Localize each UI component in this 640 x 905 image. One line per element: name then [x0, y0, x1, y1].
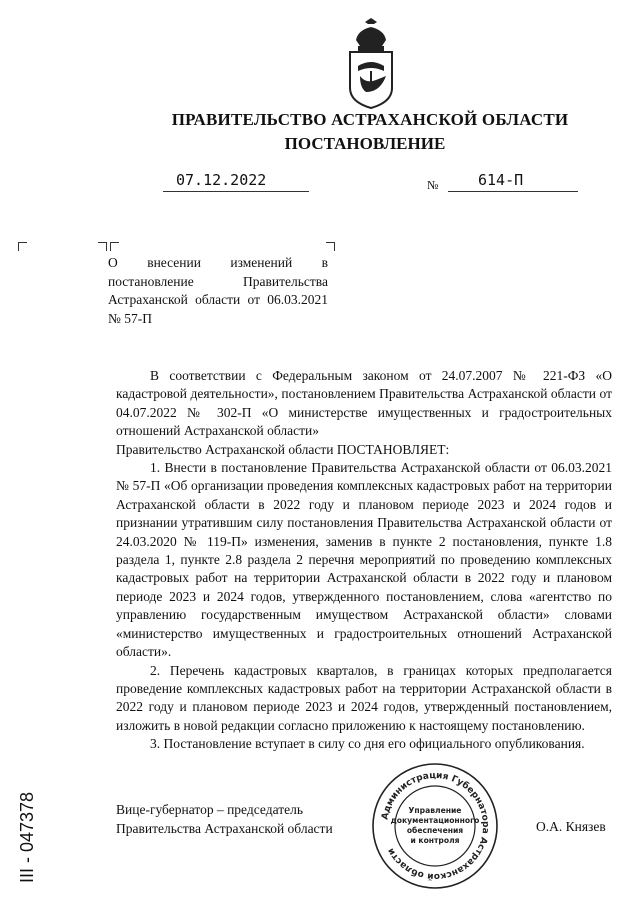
stamp-line-2: документационного: [390, 816, 480, 825]
date-underline: [163, 191, 309, 192]
item-3-paragraph: 3. Постановление вступает в силу со дня его официального опубликования.: [150, 736, 585, 752]
stamp-line-3: обеспечения: [406, 826, 464, 835]
document-subject: О внесении изменений в постановление Правительства Астраханской области от 06.03.2021 № 57-П: [108, 255, 328, 326]
item-1-paragraph: 1. Внести в постановление Правительства Астраханской области от 06.03.2021 № 57-П «Об организации проведения комплексных кадастровых работ на территории Астраханской области в 2022 году и плановом периоде 2023 и 2024 годов и признании утратившим силу постановления Правительства Астраханской области от 24.03.2020 № 119-П» изменения, заменив в пункте 2 постановления, пункте 1.8 раздела 1, пункте 2.8 раздела 2 перечня мероприятий по проведению комплексных кадастровых работ на территории Астраханской области в 2022 году и плановом периоде 2023 и 2024 годов, утвержденного постановлением, слова «агентство по управлению государственным имуществом Астраханской области» словами «министерство имущественных и градостроительных отношений Астраханской области».: [116, 460, 612, 660]
government-title: ПРАВИТЕЛЬСТВО АСТРАХАНСКОЙ ОБЛАСТИ: [171, 110, 569, 129]
item-2-paragraph: 2. Перечень кадастровых кварталов, в границах которых предполагается проведение комплексных кадастровых работ на территории Астраханской области в 2022 году и плановом периоде 2023 и 2024 годов, утвержденный постановлением, изложить в новой редакции согласно приложению к настоящему постановлению.: [116, 662, 612, 733]
signatory-position: [116, 801, 333, 838]
resolves-line: Правительство Астраханской области ПОСТАНОВЛЯЕТ:: [116, 441, 450, 457]
serial-number-mark: [10, 735, 40, 885]
stamp-line-4: и контроля: [410, 836, 460, 845]
serial-number-text: ІІІ - 047378: [17, 791, 37, 883]
position-line-1: Вице-губернатор – председатель: [116, 802, 303, 817]
document-body: [116, 367, 612, 754]
corner-mark: [98, 242, 107, 251]
corner-mark: [110, 242, 119, 251]
signatory-name: О.А. Князев: [536, 819, 606, 834]
corner-mark: [326, 242, 335, 251]
document-type: ПОСТАНОВЛЕНИЕ: [284, 134, 446, 153]
official-stamp: [370, 761, 500, 891]
stamp-line-1: Управление: [408, 806, 462, 815]
coat-of-arms-emblem: [336, 18, 406, 110]
preamble-paragraph: В соответствии с Федеральным законом от 24.07.2007 № 221-ФЗ «О кадастровой деятельности», постановлением Правительства Астраханской области от 04.07.2022 № 302-П «О министерстве имущественных и градостроительных отношений Астраханской области»: [116, 368, 612, 439]
stamp-ring-text: Администрация Губернатора Астраханской области: [380, 770, 491, 882]
number-underline: [448, 191, 578, 192]
document-date: 07.12.2022: [176, 171, 267, 189]
corner-mark: [18, 242, 27, 251]
position-line-2: Правительства Астраханской области: [116, 820, 333, 836]
document-number: 614-П: [478, 171, 524, 189]
number-sign: №: [427, 178, 439, 192]
